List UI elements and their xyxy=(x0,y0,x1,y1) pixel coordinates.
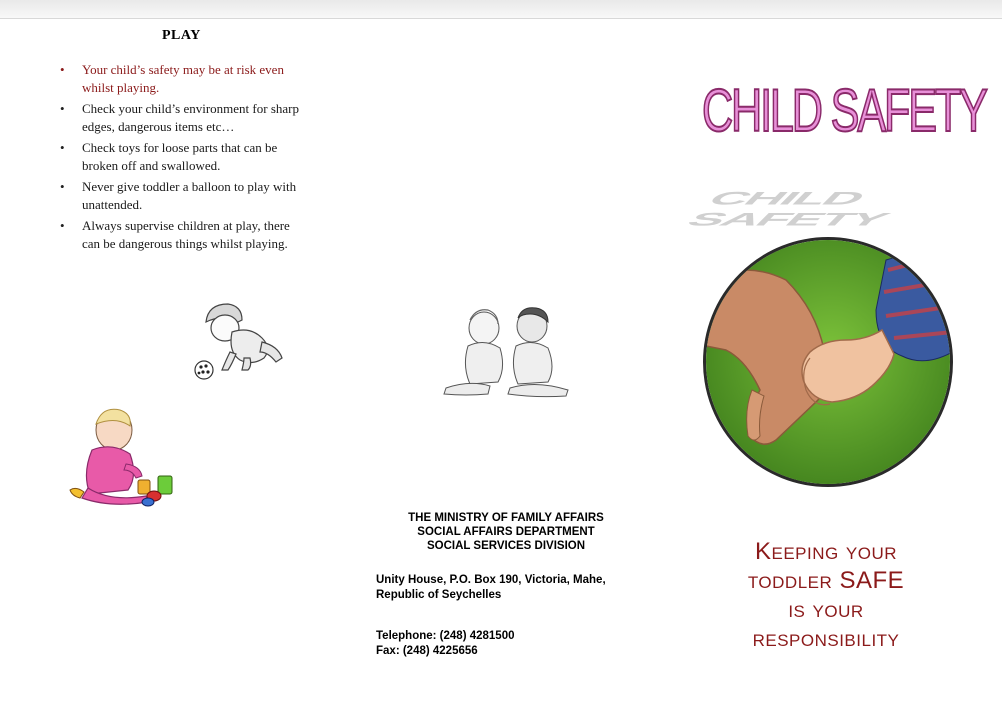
title-text: CHILD SAFETY xyxy=(702,77,986,144)
two-babies-sketch xyxy=(440,302,572,402)
department-name: SOCIAL AFFAIRS DEPARTMENT xyxy=(417,526,595,538)
hands-photo xyxy=(703,237,953,487)
list-item: • Your child’s safety may be at risk even whilst playing. xyxy=(56,61,306,96)
play-bullet-list xyxy=(56,61,306,256)
sitting-baby-illustration xyxy=(66,404,180,508)
tagline-line: toddler SAFE xyxy=(747,567,905,594)
play-heading: PLAY xyxy=(162,28,201,43)
hands-photo-image xyxy=(706,240,953,487)
tagline-line: responsibility xyxy=(752,625,900,652)
list-item: • Never give toddler a balloon to play with unattended. xyxy=(56,178,306,213)
telephone-number: Telephone: (248) 4281500 xyxy=(376,630,515,642)
contact-block xyxy=(376,629,515,658)
title-shadow: CHILD SAFETY xyxy=(680,188,894,230)
cover-title xyxy=(672,70,986,230)
cover-tagline xyxy=(706,537,946,653)
organization-block xyxy=(400,511,612,553)
tagline-line: is your xyxy=(788,596,864,623)
crawling-baby-illustration xyxy=(192,296,288,382)
list-item: • Check your child’s environment for sharp edges, dangerous items etc… xyxy=(56,100,306,135)
address-block xyxy=(376,573,606,602)
address-line: Unity House, P.O. Box 190, Victoria, Mahe, xyxy=(376,574,606,586)
division-name: SOCIAL SERVICES DIVISION xyxy=(426,540,586,552)
fax-number: Fax: (248) 4225656 xyxy=(376,644,478,657)
tagline-line: Keeping your xyxy=(754,538,898,565)
list-item: • Always supervise children at play, there can be dangerous things whilst playing. xyxy=(56,217,306,252)
list-item: • Check toys for loose parts that can be broken off and swallowed. xyxy=(56,139,306,174)
ministry-name: THE MINISTRY OF FAMILY AFFAIRS xyxy=(408,512,604,524)
address-line: Republic of Seychelles xyxy=(376,588,502,601)
